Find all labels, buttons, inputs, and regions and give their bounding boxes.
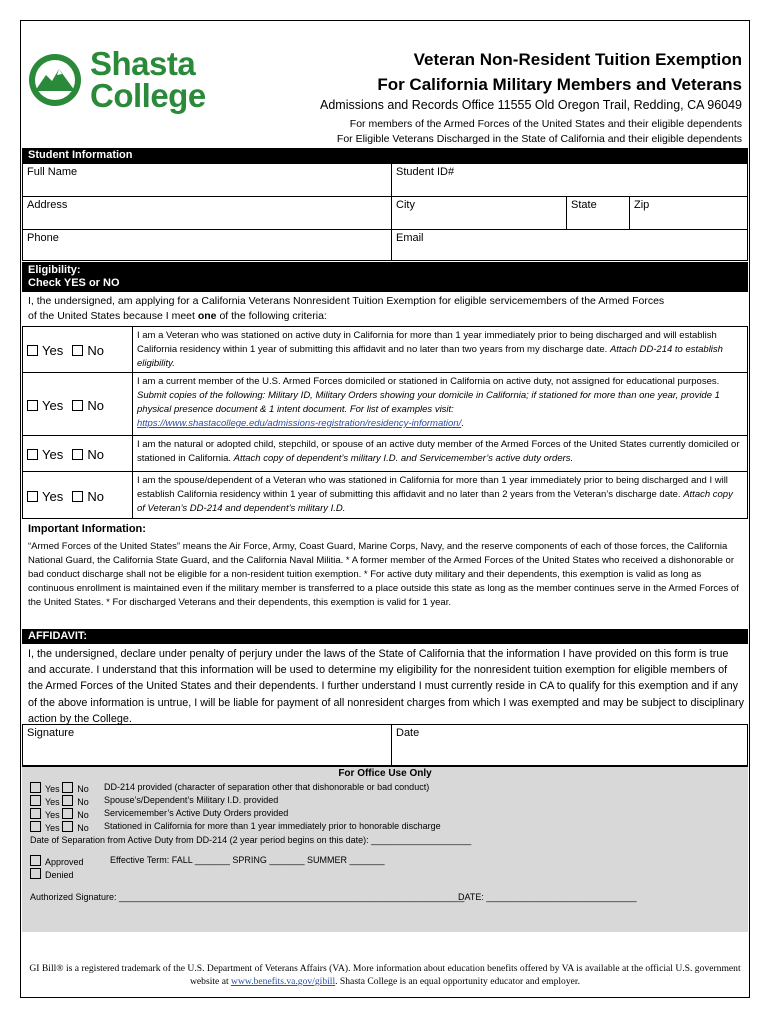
footer-note: GI Bill® is a registered trademark of the U.S. Department of Veterans Affairs (VA). More information about education benefits offered by VA is available at the official U.S. government website at www.benefits.va.gov/gibill. Shasta College is an equal opportunity educator and employer. (29, 963, 741, 987)
office-no-checkbox[interactable]: No (62, 784, 89, 794)
important-info-text: “Armed Forces of the United States” means the Air Force, Army, Coast Guard, Marine Corps, Navy, and the reserve components of each of those forces, the California National Guard, the California State Guard, and the California Naval Militia. * A former member of the Armed Forces of the United States who received a dishonorable or bad conduct discharge shall not be eligible for a non-resident tuition exemption. * For active duty military and their dependents, this exemption is valid as long as continuous enrollment is maintained even if the military member is transferred to a place outside this state as long as the member continues serve in the Armed Forces of the United States. * For discharged Veterans and their dependents, this exemption is valid for 1 year. (28, 541, 739, 608)
office-yes-checkbox[interactable]: Yes (30, 784, 60, 794)
separation-date-line: Date of Separation from Active Duty from DD-214 (2 year period begins on this date): ____________________ (30, 835, 472, 845)
eligibility-heading: Eligibility: Check YES or NO (22, 262, 748, 292)
criterion-3-choice (22, 435, 133, 472)
criterion-3-text: I am the natural or adopted child, stepchild, or spouse of an active duty member of the Armed Forces of the United States currently domiciled or stationed in California. Attach copy of dependent’s military I.D. and Servicemember’s active duty orders. (132, 435, 748, 472)
form-title: Veteran Non-Resident Tuition Exemption (413, 50, 742, 69)
criterion-1-no-checkbox[interactable]: No (72, 343, 104, 358)
criterion-1-choice (22, 326, 133, 373)
affidavit-heading: AFFIDAVIT: (22, 629, 748, 644)
student-id-field[interactable]: Student ID# (391, 163, 748, 197)
office-address: Admissions and Records Office 11555 Old Oregon Trail, Redding, CA 96049 (320, 98, 742, 112)
office-row-4 (30, 821, 89, 833)
city-field[interactable]: City (391, 196, 567, 230)
email-field[interactable]: Email (391, 229, 748, 261)
eligible-veterans-note: For Eligible Veterans Discharged in the State of California and their eligible dependents (336, 133, 742, 145)
office-no-checkbox[interactable]: No (62, 810, 89, 820)
date-field[interactable]: Date (391, 724, 748, 766)
criterion-4-text: I am the spouse/dependent of a Veteran who was stationed in California for more than 1 year immediately prior to being discharged and I will establish California residency within 1 year of submitting this affidavit and no later than 2 years from the Veteran’s discharge date. Attach copy of Veteran’s DD-214 and dependent’s military I.D. (132, 471, 748, 519)
full-name-field[interactable]: Full Name (22, 163, 392, 197)
logo-wordmark: Shasta College (90, 45, 206, 114)
office-row-1-text: DD-214 provided (character of separation other that dishonorable or bad conduct) (104, 782, 430, 792)
address-field[interactable]: Address (22, 196, 392, 230)
student-info-heading: Student Information (22, 148, 748, 163)
office-no-checkbox[interactable]: No (62, 823, 89, 833)
eligibility-intro: I, the undersigned, am applying for a California Veterans Nonresident Tuition Exemption for eligible servicemembers of the Armed Forces of the United States because I meet one of the following criteria: (28, 295, 665, 322)
criterion-1-yes-checkbox[interactable]: Yes (27, 343, 63, 358)
criterion-3-yes-checkbox[interactable]: Yes (27, 447, 63, 462)
office-row-1 (30, 782, 89, 794)
office-row-4-text: Stationed in California for more than 1 year immediately prior to honorable discharge (104, 821, 441, 831)
form-subtitle: For California Military Members and Veterans (377, 75, 742, 94)
criterion-4-choice (22, 471, 133, 519)
authorized-signature-line: Authorized Signature: _____________________________________________________________________ (30, 892, 465, 902)
office-row-2-text: Spouse’s/Dependent’s Military I.D. provided (104, 795, 279, 805)
criterion-2-yes-checkbox[interactable]: Yes (27, 398, 63, 413)
office-use-heading: For Office Use Only (338, 768, 432, 779)
signature-field[interactable]: Signature (22, 724, 392, 766)
office-row-3 (30, 808, 89, 820)
effective-term-line: Effective Term: FALL _______ SPRING _______ SUMMER _______ (110, 855, 385, 865)
criterion-2-choice (22, 372, 133, 436)
important-info-heading: Important Information: (28, 523, 146, 535)
criterion-2-no-checkbox[interactable]: No (72, 398, 104, 413)
zip-field[interactable]: Zip (629, 196, 748, 230)
office-yes-checkbox[interactable]: Yes (30, 823, 60, 833)
denied-checkbox[interactable]: Denied (30, 868, 74, 880)
phone-field[interactable]: Phone (22, 229, 392, 261)
office-no-checkbox[interactable]: No (62, 797, 89, 807)
criterion-4-no-checkbox[interactable]: No (72, 489, 104, 504)
state-field[interactable]: State (566, 196, 630, 230)
criterion-4-yes-checkbox[interactable]: Yes (27, 489, 63, 504)
office-yes-checkbox[interactable]: Yes (30, 810, 60, 820)
authorized-date-line: DATE: ______________________________ (458, 892, 637, 902)
gibill-link[interactable]: www.benefits.va.gov/gibill (231, 976, 336, 987)
eligible-members-note: For members of the Armed Forces of the United States and their eligible dependents (349, 118, 742, 130)
office-row-2 (30, 795, 89, 807)
office-yes-checkbox[interactable]: Yes (30, 797, 60, 807)
criterion-1-text: I am a Veteran who was stationed on active duty in California for more than 1 year immediately prior to being discharged and will establish California residency within 1 year of submitting this affidavit and no later than two years from my discharge date. Attach DD-214 to establish eligibility. (132, 326, 748, 373)
criterion-2-text: I am a current member of the U.S. Armed Forces domiciled or stationed in California on active duty, not assigned for educational purposes. Submit copies of the following: Military ID, Military Orders showing your domicile in California; if stationed for more than one year, provide 1 physical presence document & 1 intent document. For list of examples visit: https://www.shastacollege.edu/admissions-registration/residency-information/. (132, 372, 748, 436)
affidavit-text: I, the undersigned, declare under penalty of perjury under the laws of the State of California that the information I have provided on this form is true and accurate. I understand that this information will be used to determine my eligibility for the nonresident tuition exemption for eligible members of the Armed Forces of the United States and their dependents. I further understand I must currently reside in CA to qualify for this exemption and if any of the above information is untrue, I will be liable for payment of all nonresident charges from which I was exempted and may be subject to disciplinary action by the College. (28, 648, 744, 725)
office-row-3-text: Servicemember’s Active Duty Orders provided (104, 808, 289, 818)
residency-info-link[interactable]: https://www.shastacollege.edu/admissions-registration/residency-information/ (137, 418, 462, 429)
approved-checkbox[interactable]: Approved (30, 855, 84, 867)
criterion-3-no-checkbox[interactable]: No (72, 447, 104, 462)
